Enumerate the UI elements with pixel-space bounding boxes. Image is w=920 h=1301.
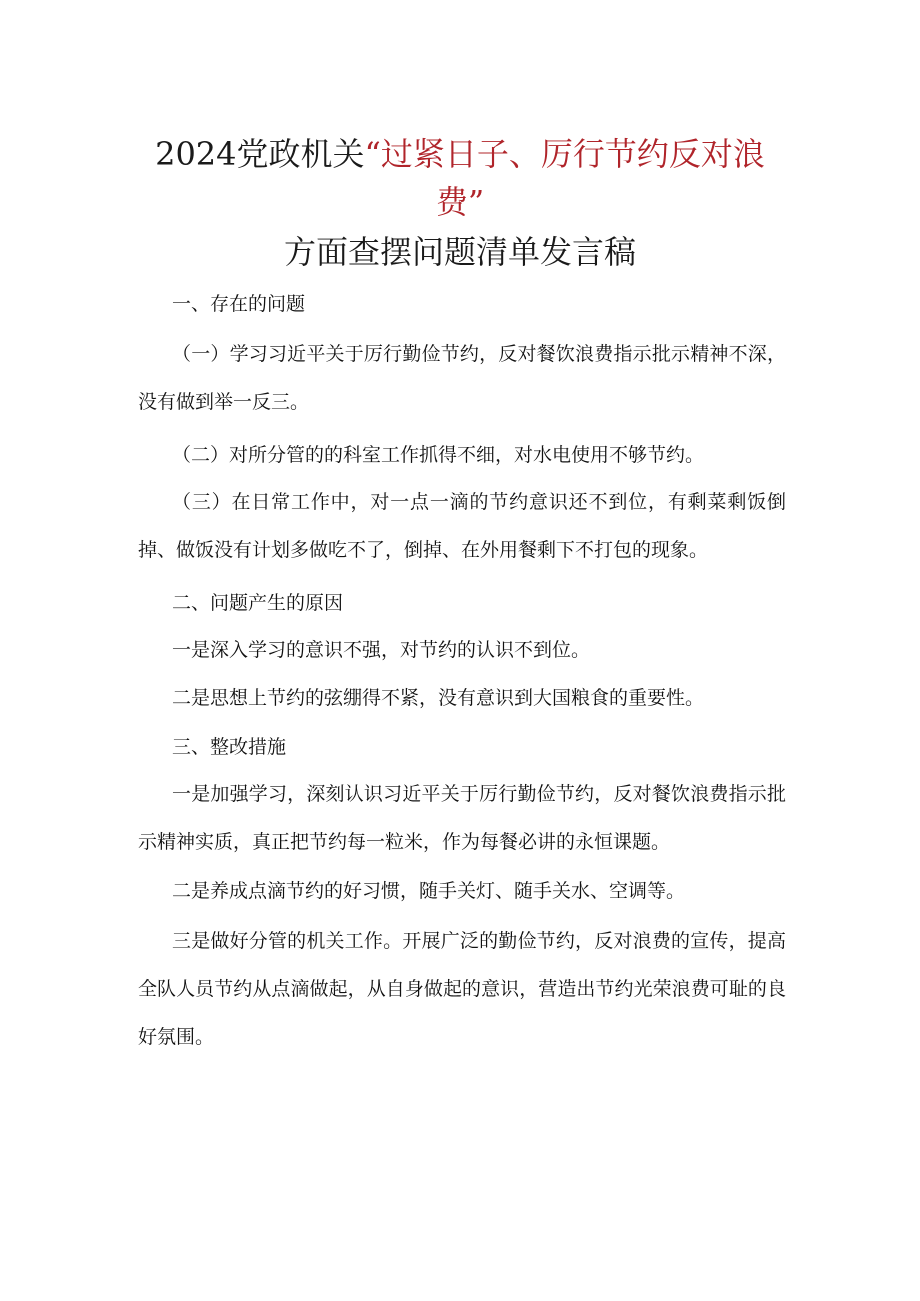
- title-line-3: 方面查摆问题清单发言稿: [283, 233, 636, 271]
- title-prefix: 2024党政机关: [155, 135, 365, 173]
- section-1-heading: 一、存在的问题: [172, 293, 306, 315]
- title-highlight-part1: “过紧日子、厉行节约反对浪: [364, 135, 765, 173]
- section-1-paragraph-1: （一）学习习近平关于厉行勤俭节约，反对餐饮浪费指示批示精神不深，没有做到举一反三。: [138, 343, 786, 413]
- section-3-paragraph-1: 一是加强学习，深刻认识习近平关于厉行勤俭节约，反对餐饮浪费指示批示精神实质，真正把节约每一粒米，作为每餐必讲的永恒课题。: [138, 783, 786, 853]
- section-1-paragraph-3: （三）在日常工作中，对一点一滴的节约意识还不到位，有剩菜剩饭倒掉、做饭没有计划多做吃不了，倒掉、在外用餐剩下不打包的现象。: [138, 491, 786, 561]
- title-line-2: [120, 182, 800, 222]
- section-1-paragraph-2: （二）对所分管的的科室工作抓得不细，对水电使用不够节约。: [172, 444, 705, 466]
- section-3-heading: 三、整改措施: [172, 736, 287, 758]
- title-highlight-part2: 费”: [435, 183, 485, 221]
- section-2-paragraph-2: 二是思想上节约的弦绷得不紧，没有意识到大国粮食的重要性。: [172, 687, 705, 709]
- section-3-paragraph-2: 二是养成点滴节约的好习惯，随手关灯、随手关水、空调等。: [172, 880, 686, 902]
- section-2-heading: 二、问题产生的原因: [172, 592, 344, 614]
- section-2-paragraph-1: 一是深入学习的意识不强，对节约的认识不到位。: [172, 639, 591, 661]
- section-3-paragraph-3: 三是做好分管的机关工作。开展广泛的勤俭节约，反对浪费的宣传，提高全队人员节约从点滴做起，从自身做起的意识，营造出节约光荣浪费可耻的良好氛围。: [138, 930, 786, 1048]
- title-line-1: [120, 134, 800, 174]
